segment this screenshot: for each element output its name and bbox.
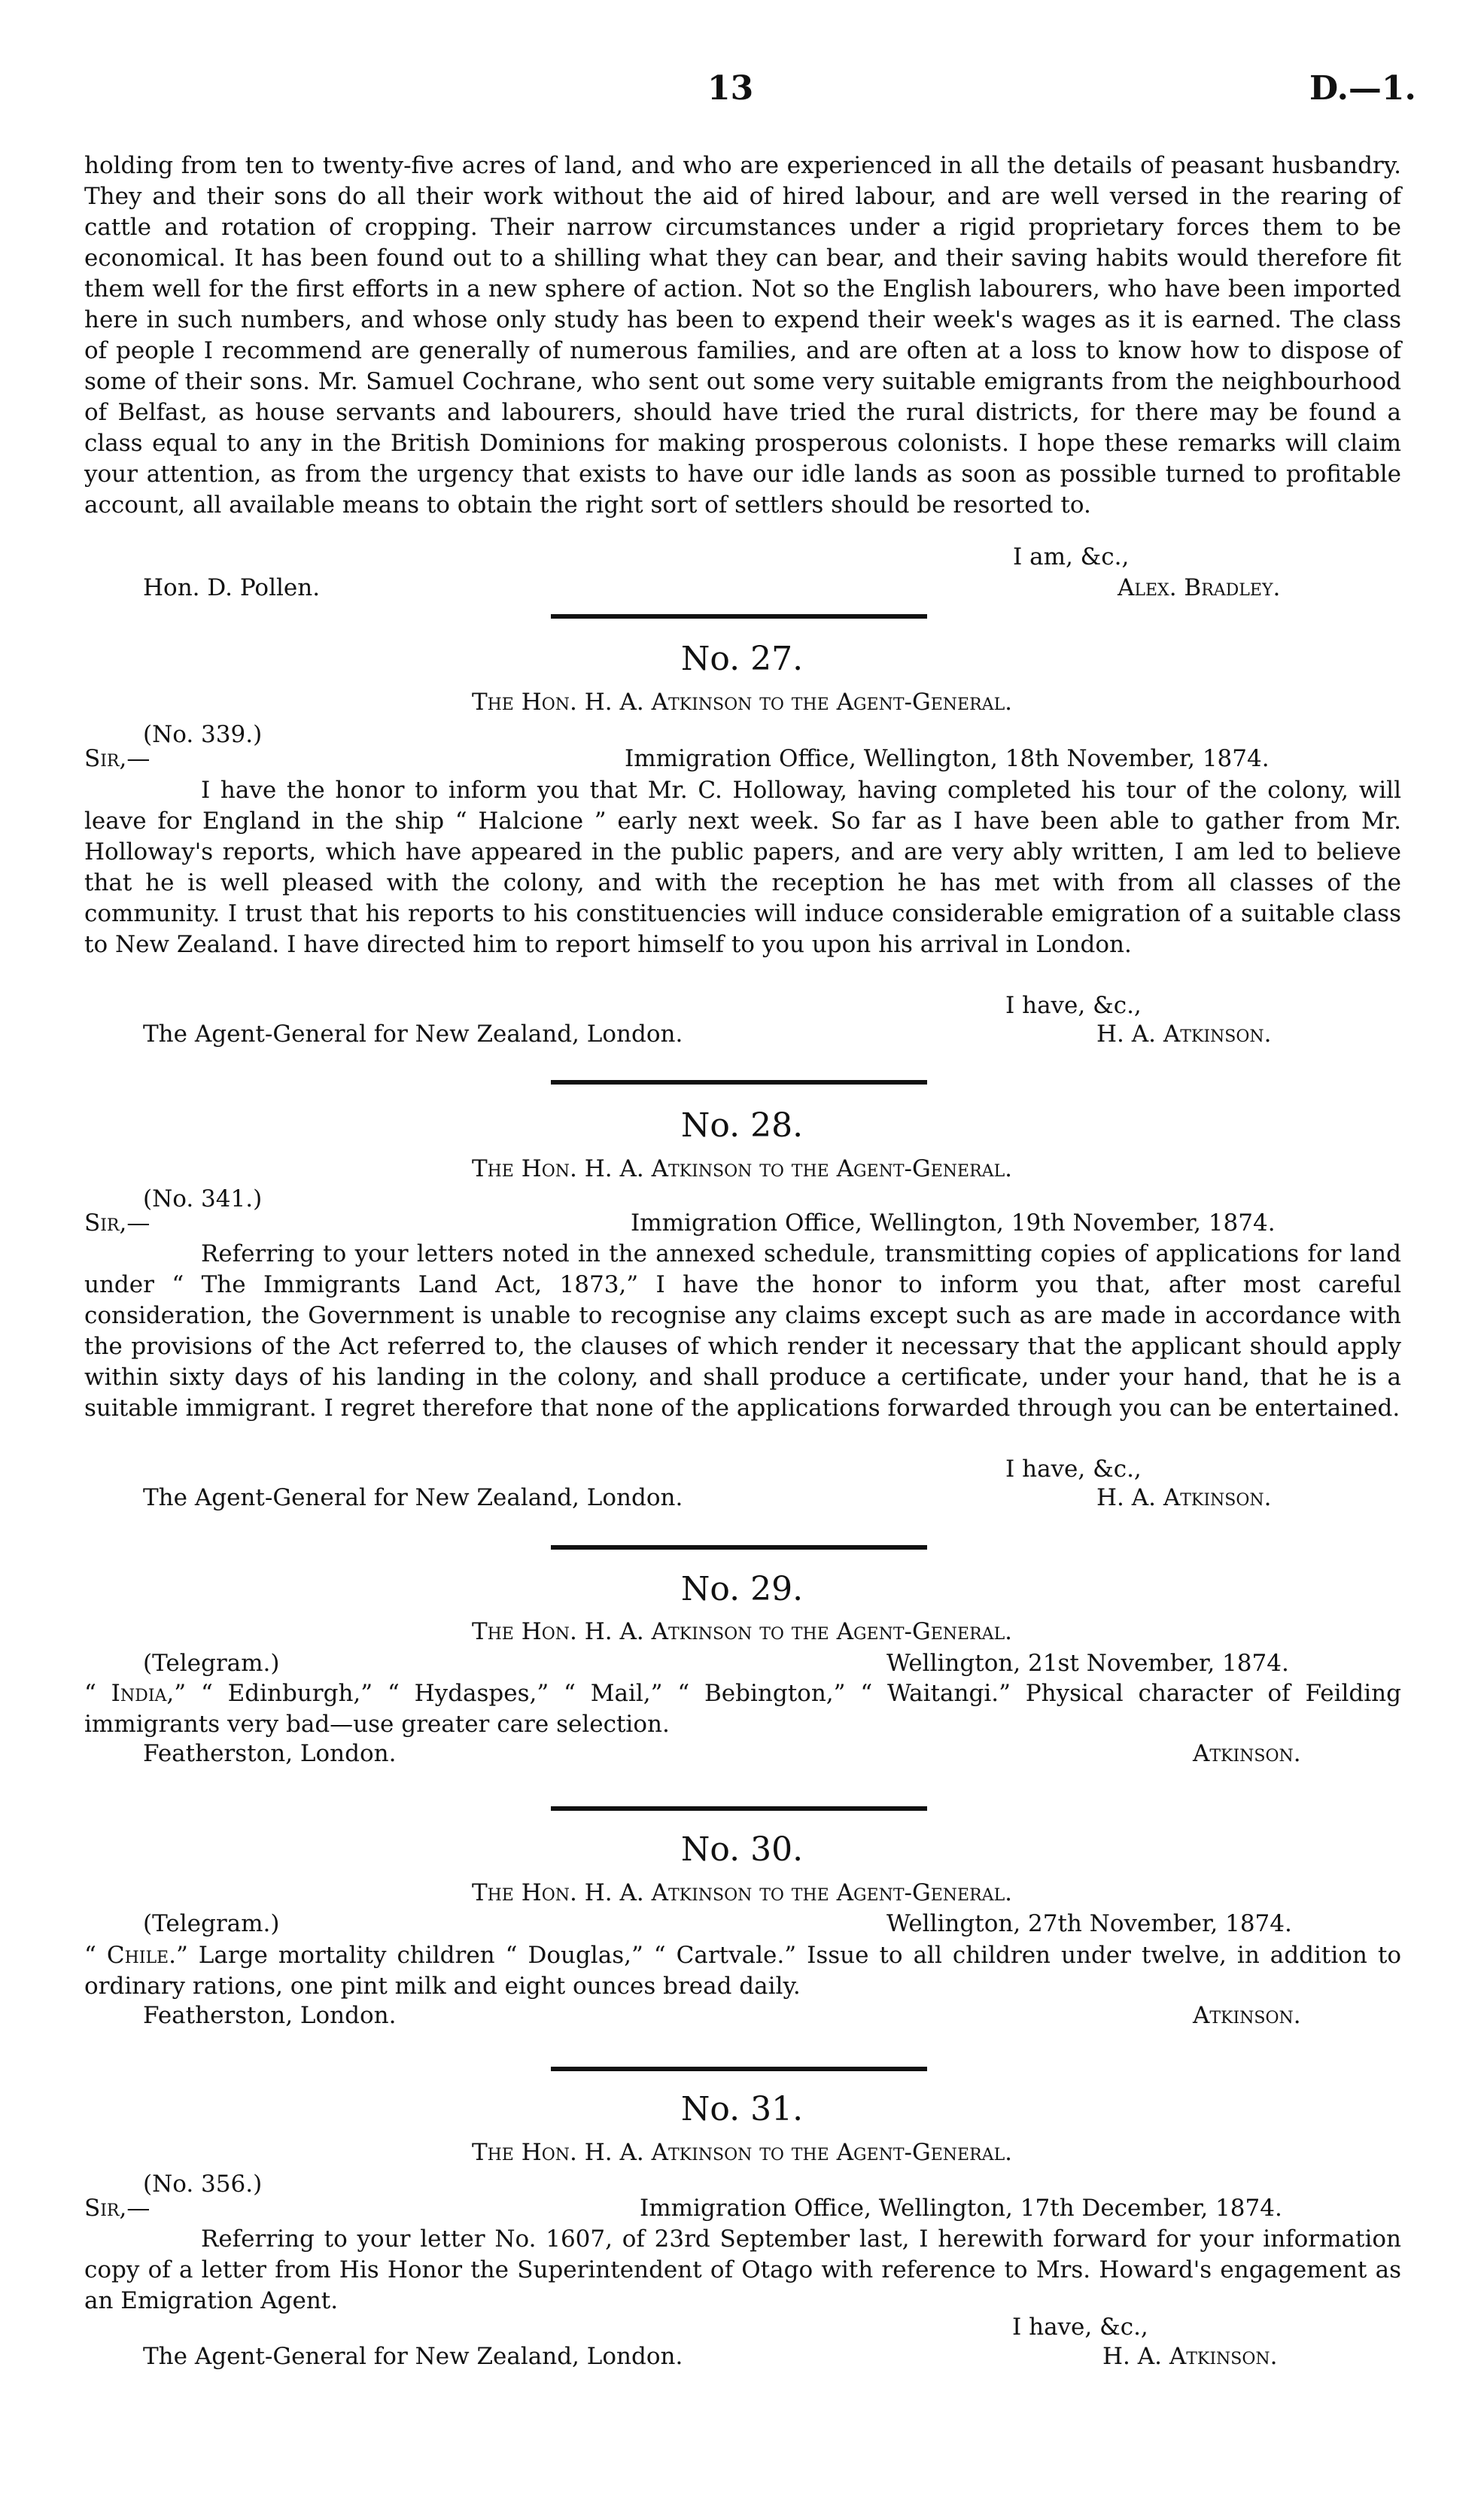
ship-name-lead: “ Chile.”: [84, 1942, 188, 1969]
letter-body: Referring to your letters noted in the annexed schedule, transmitting copies of applications for land under “ The Immigrants Land Act, 1873,” I have the honor to inform you that, after most careful consideration, the Government is unable to recognise any claims except such as are made in accordance with the provisions of the Act referred to, the clauses of which render it necessary that the applicant should apply within sixty days of his landing in the colony, and shall produce a certificate, under your hand, that he is a suitable immigrant. I regret therefore that none of the applications forwarded through you can be entertained.: [84, 1240, 1401, 1422]
letter-salutation: Sir,—: [84, 745, 151, 772]
letter-addressee: Featherston, London.: [143, 1740, 397, 1767]
section-divider: [551, 614, 927, 619]
letter-place-date: Wellington, 27th November, 1874.: [886, 1910, 1292, 1937]
document-code: D.—1.: [1309, 69, 1416, 108]
letter-number: No. 27.: [680, 640, 804, 678]
letter-ref: (Telegram.): [143, 1650, 280, 1677]
letter-title: The Hon. H. A. Atkinson to the Agent-General.: [471, 1879, 1013, 1906]
letter-addressee: Featherston, London.: [143, 2002, 397, 2029]
letter-closing: I have, &c.,: [1005, 992, 1142, 1019]
letter-signature: Atkinson.: [1193, 1740, 1301, 1767]
letter-body: “ India,” “ Edinburgh,” “ Hydaspes,” “ Mail,” “ Bebington,” “ Waitangi.” Physical character of Feilding immigrants very bad—use greater care selection.: [84, 1680, 1401, 1738]
letter-ref: (No. 356.): [143, 2171, 263, 2198]
letter-place-date: Immigration Office, Wellington, 19th November, 1874.: [631, 1209, 1276, 1237]
letter-number: No. 31.: [680, 2090, 804, 2128]
letter-place-date: Wellington, 21st November, 1874.: [886, 1650, 1289, 1677]
letter-salutation: Sir,—: [84, 2195, 151, 2222]
section-divider: [551, 1806, 927, 1811]
letter-number: No. 28.: [680, 1106, 804, 1145]
letter-signature: H. A. Atkinson.: [1096, 1484, 1272, 1511]
letter-title: The Hon. H. A. Atkinson to the Agent-General.: [471, 2139, 1013, 2166]
letter-ref: (Telegram.): [143, 1910, 280, 1937]
letter-title: The Hon. H. A. Atkinson to the Agent-General.: [471, 1155, 1013, 1182]
letter-body: Referring to your letter No. 1607, of 23rd September last, I herewith forward for your information copy of a letter from His Honor the Superintendent of Otago with reference to Mrs. Howard's engagement as an Emigration Agent.: [84, 2225, 1401, 2314]
letter-number: No. 30.: [680, 1830, 804, 1869]
letter-signature: H. A. Atkinson.: [1102, 2343, 1278, 2370]
letter-ref: (No. 341.): [143, 1185, 263, 1212]
page-number: 13: [707, 69, 754, 108]
intro-paragraph: holding from ten to twenty-five acres of land, and who are experienced in all the details of peasant husbandry. They and their sons do all their work without the aid of hired labour, and are well versed in the rearing of cattle and rotation of cropping. Their narrow circumstances under a rigid proprietary forces them to be economical. It has been found out to a shilling what they can bear, and their saving habits would therefore fit them well for the first efforts in a new sphere of action. Not so the English labourers, who have been imported here in such numbers, and whose only study has been to expend their week's wages as it is earned. The class of people I recommend are generally of numerous families, and are often at a loss to know how to dispose of some of their sons. Mr. Samuel Cochrane, who sent out some very suitable emigrants from the neighbourhood of Belfast, as house servants and labourers, should have tried the rural districts, for there may be found a class equal to any in the British Dominions for making prosperous colonists. I hope these remarks will claim your attention, as from the urgency that exists to have our idle lands as soon as possible turned to profitable account, all available means to obtain the right sort of settlers should be resorted to.: [84, 152, 1401, 519]
letter-body: “ Chile.” Large mortality children “ Douglas,” “ Cartvale.” Issue to all children under twelve, in addition to ordinary rations, one pint milk and eight ounces bread daily.: [84, 1942, 1401, 2000]
intro-signature: Alex. Bradley.: [1118, 574, 1281, 601]
letter-signature: H. A. Atkinson.: [1096, 1021, 1272, 1048]
letter-body: I have the honor to inform you that Mr. C. Holloway, having completed his tour of the colony, will leave for England in the ship “ Halcione ” early next week. So far as I have been able to gather from Mr. Holloway's reports, which have appeared in the public papers, and are very ably written, I am led to believe that he is well pleased with the colony, and with the reception he has met with from all classes of the community. I trust that his reports to his constituencies will induce considerable emigration of a suitable class to New Zealand. I have directed him to report himself to you upon his arrival in London.: [84, 777, 1401, 958]
letter-salutation: Sir,—: [84, 1209, 151, 1237]
intro-addressee: Hon. D. Pollen.: [143, 574, 321, 601]
letter-ref: (No. 339.): [143, 721, 263, 748]
letter-closing: I have, &c.,: [1012, 2314, 1148, 2341]
letter-title: The Hon. H. A. Atkinson to the Agent-General.: [471, 689, 1013, 716]
ship-name-lead: “ India,”: [84, 1680, 187, 1707]
section-divider: [551, 2067, 927, 2071]
letter-place-date: Immigration Office, Wellington, 18th November, 1874.: [625, 745, 1270, 772]
letter-title: The Hon. H. A. Atkinson to the Agent-General.: [471, 1618, 1013, 1645]
letter-number: No. 29.: [680, 1570, 804, 1608]
section-divider: [551, 1545, 927, 1550]
letter-addressee: The Agent-General for New Zealand, London.: [143, 2343, 683, 2370]
letter-signature: Atkinson.: [1193, 2002, 1301, 2029]
letter-closing: I have, &c.,: [1005, 1456, 1142, 1483]
section-divider: [551, 1080, 927, 1085]
letter-addressee: The Agent-General for New Zealand, London.: [143, 1484, 683, 1511]
letter-addressee: The Agent-General for New Zealand, London.: [143, 1021, 683, 1048]
intro-closing: I am, &c.,: [1013, 543, 1130, 570]
letter-place-date: Immigration Office, Wellington, 17th December, 1874.: [640, 2195, 1282, 2222]
